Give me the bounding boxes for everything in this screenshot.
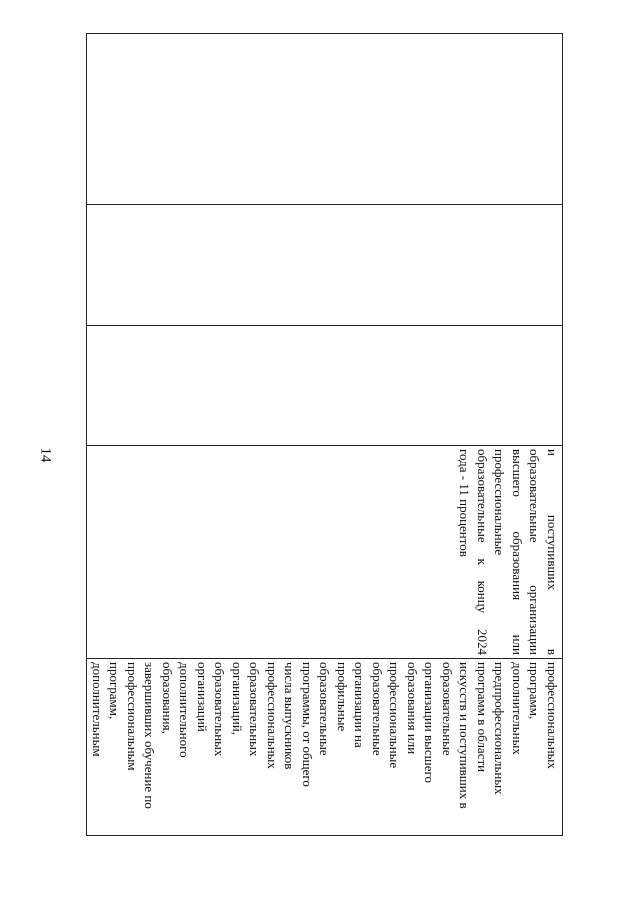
indicator-line: предпрофессиональных — [492, 662, 508, 795]
indicator-line: образовательные — [317, 662, 333, 756]
table-row — [87, 34, 563, 836]
table-cell-empty-2 — [87, 205, 563, 326]
indicator-line: дополнительным — [90, 662, 105, 757]
indicator-line: образовательных — [212, 662, 228, 757]
indicator-line: программ в области — [475, 662, 490, 773]
page-number: 14 — [37, 447, 54, 463]
indicator-line: программы, от общего — [300, 662, 315, 787]
indicator-line: числа выпускников — [282, 662, 298, 770]
indicator-line: искусств и поступивших в — [457, 662, 473, 809]
target-line: образовательные организации — [527, 449, 543, 655]
indicator-line: образования или — [405, 662, 420, 755]
indicator-line: дополнительного — [177, 662, 193, 758]
target-line: образовательные к концу 2024 — [475, 449, 490, 655]
table-cell-empty-3 — [87, 326, 563, 446]
indicator-line: профессиональных — [265, 662, 280, 769]
indicator-line: профессиональных — [545, 662, 560, 769]
table-rotation-wrapper — [90, 33, 563, 835]
indicator-line: организации высшего — [422, 662, 438, 783]
indicator-line: дополнительных — [510, 662, 525, 755]
table-cell-indicator — [87, 659, 563, 836]
target-line: высшего образования или — [510, 449, 525, 655]
indicator-line: образовательные — [370, 662, 385, 756]
rotated-table-container — [90, 33, 563, 835]
indicator-line: программ, — [107, 662, 123, 720]
indicator-line: образовательные — [440, 662, 455, 756]
table-cell-target — [87, 446, 563, 659]
indicator-line: образования, — [160, 662, 175, 734]
indicator-line: организаций, — [230, 662, 245, 736]
indicator-line: профессиональные — [387, 662, 403, 769]
document-table — [87, 33, 564, 836]
indicator-line: организаций — [195, 662, 210, 732]
indicator-line: программ, — [527, 662, 543, 720]
indicator-line: профессиональным — [125, 662, 140, 771]
target-line: и поступивших в — [545, 449, 560, 655]
target-line: года - 11 процентов — [457, 449, 473, 557]
target-line: профессиональные — [492, 449, 508, 556]
table-cell-empty-1 — [87, 34, 563, 205]
indicator-line: профильные — [335, 662, 350, 732]
indicator-line: организации на — [352, 662, 368, 748]
indicator-line: завершивших обучение по — [142, 662, 158, 809]
indicator-line: образовательных — [247, 662, 263, 757]
